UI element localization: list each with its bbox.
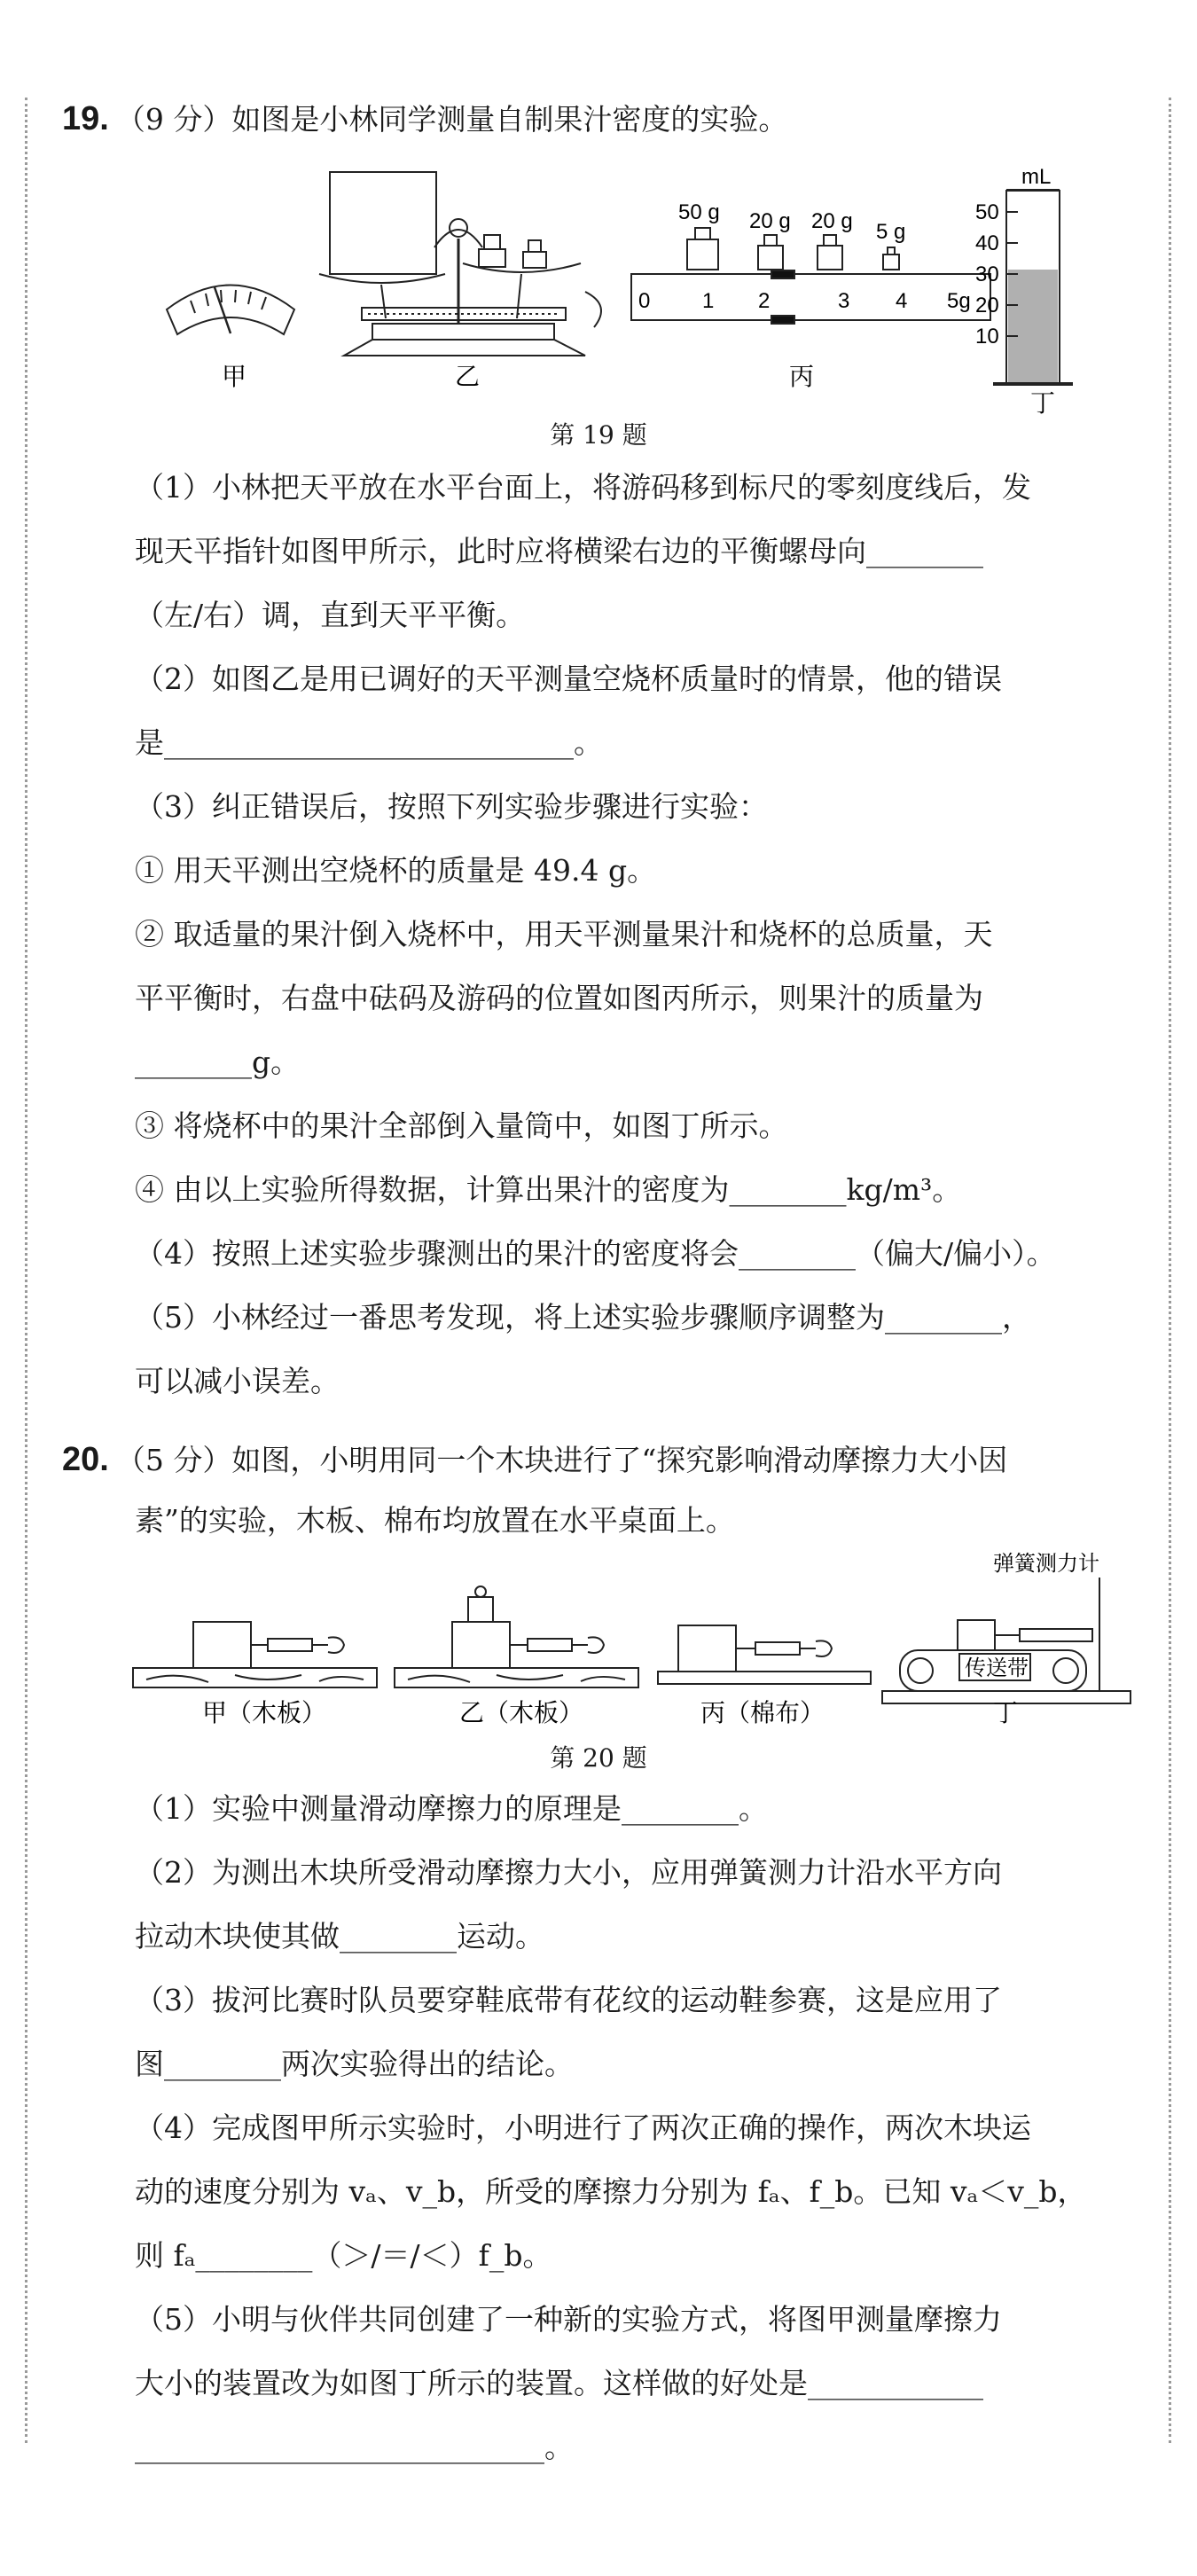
q19-line: ④ 由以上实验所得数据，计算出果汁的密度为________kg/m³。 (135, 1172, 962, 1207)
q20-number: 20. (62, 1441, 109, 1478)
q19-number: 19. (62, 100, 109, 137)
q20-line: 拉动木块使其做________运动。 (135, 1919, 544, 1954)
q19-line: ③ 将烧杯中的果汁全部倒入量筒中，如图丁所示。 (135, 1108, 788, 1143)
q20-line: 图________两次实验得出的结论。 (135, 2047, 574, 2081)
cylinder-unit-label: mL (1021, 165, 1052, 189)
q19-line: （5）小林经过一番思考发现，将上述实验步骤顺序调整为________， (135, 1300, 1031, 1335)
right-margin-dotted-line (1169, 98, 1171, 2443)
board-setup-jia (133, 1622, 377, 1687)
q20-line: （1）实验中测量滑动摩擦力的原理是________。 (135, 1791, 768, 1826)
figure-label-jia-board: 甲（木板） (202, 1699, 327, 1726)
q19-line: 可以减小误差。 (135, 1364, 340, 1398)
figure-label-ding: 丁 (1030, 389, 1056, 416)
q20-heading (62, 1429, 1135, 1491)
q20-heading-cont: 素”的实验，木板、棉布均放置在水平桌面上。 (135, 1503, 735, 1538)
q19-caption: 第 19 题 (550, 420, 647, 450)
figure-label-yi-board: 乙（木板） (459, 1699, 584, 1726)
conveyor-setup-ding (882, 1578, 1130, 1703)
weight-label-5g: 5 g (876, 220, 906, 244)
ruler-label-4: 4 (896, 289, 908, 313)
ruler-label-2: 2 (758, 289, 771, 313)
q19-figure (62, 150, 1135, 456)
measuring-cylinder-diagram (993, 190, 1073, 384)
q19-line: 平平衡时，右盘中砝码及游码的位置如图丙所示，则果汁的质量为 (135, 981, 983, 1015)
balance-diagram (319, 172, 601, 356)
ruler-label-5g: 5g (947, 289, 971, 313)
cylinder-tick-40: 40 (975, 231, 999, 255)
q20-caption: 第 20 题 (550, 1743, 647, 1773)
figure-label-bing: 丙 (789, 363, 815, 390)
q20-line: （5）小明与伙伴共同创建了一种新的实验方式，将图甲测量摩擦力 (135, 2302, 1002, 2337)
q20-figure-svg (62, 1551, 1135, 1742)
q19-body (62, 456, 1135, 1413)
figure-label-ding: 丁 (993, 1699, 1019, 1726)
q19-line: （1）小林把天平放在水平台面上，将游码移到标尺的零刻度线后，发 (135, 470, 1031, 505)
exam-page (62, 89, 1135, 2479)
figure-label-bing-cloth: 丙（棉布） (700, 1699, 825, 1726)
q19-figure-svg (62, 150, 1135, 416)
q19-line: ① 用天平测出空烧杯的质量是 49.4 g。 (135, 853, 657, 888)
q19-line: （3）纠正错误后，按照下列实验步骤进行实验： (135, 789, 768, 824)
ruler-label-1: 1 (702, 289, 715, 313)
board-setup-yi (395, 1586, 638, 1687)
cloth-setup-bing (658, 1625, 871, 1684)
q20-line: 则 fₐ________（＞/＝/＜）f_b。 (135, 2238, 552, 2273)
q20-line: ____________________________。 (135, 2430, 574, 2464)
q19-line: （4）按照上述实验步骤测出的果汁的密度将会________（偏大/偏小）。 (135, 1236, 1056, 1271)
cylinder-tick-50: 50 (975, 200, 999, 224)
q19-head-text: （9 分）如图是小林同学测量自制果汁密度的实验。 (115, 102, 788, 137)
left-margin-dotted-line (25, 98, 27, 2443)
q20-figure (62, 1551, 1135, 1777)
figure-label-jia: 甲 (222, 363, 247, 390)
conveyor-belt-label: 传送带 (965, 1656, 1029, 1680)
cylinder-tick-30: 30 (975, 262, 999, 286)
cylinder-tick-20: 20 (975, 294, 999, 317)
q20-line: 大小的装置改为如图丁所示的装置。这样做的好处是____________ (135, 2366, 983, 2400)
ruler-label-3: 3 (838, 289, 850, 313)
cylinder-tick-10: 10 (975, 325, 999, 348)
q19-line: 现天平指针如图甲所示，此时应将横梁右边的平衡螺母向________ (135, 534, 983, 568)
q19-line: （2）如图乙是用已调好的天平测量空烧杯质量时的情景，他的错误 (135, 662, 1002, 696)
q19-line: 是____________________________。 (135, 725, 603, 760)
spring-scale-label: 弹簧测力计 (993, 1552, 1099, 1576)
dial-scale-diagram (167, 286, 294, 335)
q19-heading (62, 89, 1135, 150)
q19-line: ________g。 (135, 1045, 301, 1079)
ruler-label-0: 0 (638, 289, 651, 313)
weight-label-20g-2: 20 g (811, 209, 853, 233)
q20-line: （4）完成图甲所示实验时，小明进行了两次正确的操作，两次木块运 (135, 2110, 1031, 2145)
q20-body (62, 1777, 1135, 2479)
weights-and-ruler-diagram (631, 228, 990, 324)
q19-line: ② 取适量的果汁倒入烧杯中，用天平测量果汁和烧杯的总质量，天 (135, 917, 993, 951)
q19-line: （左/右）调，直到天平平衡。 (135, 598, 526, 632)
q20-line: （2）为测出木块所受滑动摩擦力大小，应用弹簧测力计沿水平方向 (135, 1855, 1002, 1890)
weight-label-50g: 50 g (678, 200, 720, 224)
q20-head-text: （5 分）如图，小明用同一个木块进行了“探究影响滑动摩擦力大小因 (115, 1443, 1008, 1477)
q20-line: （3）拔河比赛时队员要穿鞋底带有花纹的运动鞋参赛，这是应用了 (135, 1983, 1002, 2017)
q20-line: 动的速度分别为 vₐ、v_b，所受的摩擦力分别为 fₐ、f_b。已知 vₐ＜v_b， (135, 2174, 1087, 2209)
figure-label-yi: 乙 (455, 363, 481, 390)
weight-label-20g-1: 20 g (749, 209, 791, 233)
